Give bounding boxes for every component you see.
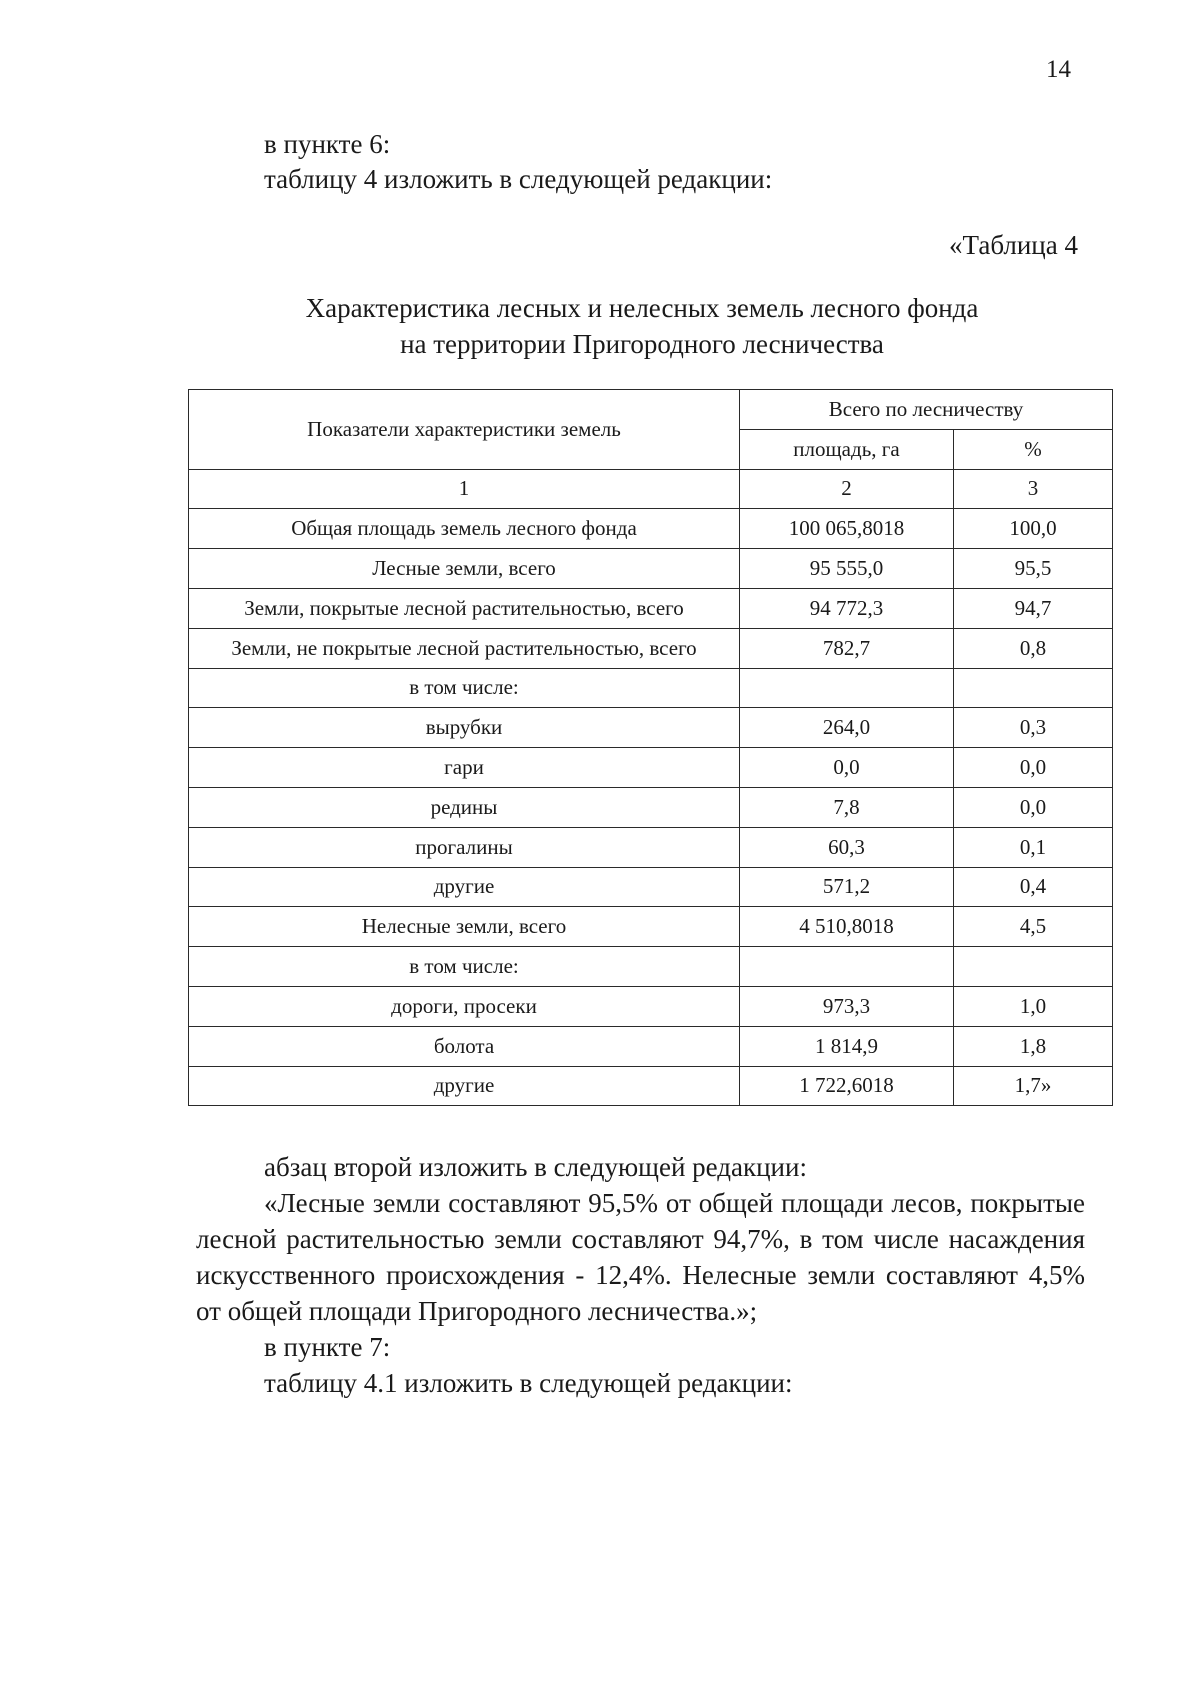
row-label: редины [189, 787, 740, 827]
land-characteristics-table [188, 389, 1113, 1106]
row-label: вырубки [189, 708, 740, 748]
point-7-line: в пункте 7: [264, 1332, 391, 1362]
row-percent [954, 668, 1113, 708]
table-row [189, 1066, 1113, 1106]
amendment-paragraph: «Лесные земли составляют 95,5% от общей площади лесов, покрытые лесной растительностью земли составляют 94,7%, в том числе насаждения искусственного происхождения - 12,4%. Нелесные земли составляют 4,5% от общей площади Пригородного лесничества.»; [196, 1188, 1085, 1326]
row-percent: 100,0 [954, 509, 1113, 549]
table-row [189, 986, 1113, 1026]
table-row [189, 1026, 1113, 1066]
table-row [189, 509, 1113, 549]
table-row [189, 867, 1113, 907]
row-area: 95 555,0 [740, 549, 954, 589]
row-percent: 0,0 [954, 787, 1113, 827]
intro-line-1: в пункте 6: [264, 129, 391, 159]
header-total-forestry: Всего по лесничеству [740, 390, 1113, 430]
table-title-line-2: на территории Пригородного лесничества [400, 329, 884, 359]
table-row [189, 708, 1113, 748]
row-area: 100 065,8018 [740, 509, 954, 549]
row-area: 264,0 [740, 708, 954, 748]
row-label: Общая площадь земель лесного фонда [189, 509, 740, 549]
table-row [189, 748, 1113, 788]
row-area: 1 722,6018 [740, 1066, 954, 1106]
row-percent: 0,0 [954, 748, 1113, 788]
table-row [189, 588, 1113, 628]
row-label: в том числе: [189, 668, 740, 708]
table-row [189, 787, 1113, 827]
amendment-line: абзац второй изложить в следующей редакции: [264, 1152, 807, 1182]
row-label: Земли, покрытые лесной растительностью, всего [189, 588, 740, 628]
table-caption: «Таблица 4 [949, 230, 1078, 260]
row-percent: 95,5 [954, 549, 1113, 589]
row-label: гари [189, 748, 740, 788]
row-area: 782,7 [740, 628, 954, 668]
table-row [189, 628, 1113, 668]
column-number-3: 3 [954, 469, 1113, 509]
table-title [172, 290, 1112, 362]
column-number-2: 2 [740, 469, 954, 509]
row-percent: 1,8 [954, 1026, 1113, 1066]
row-label: Земли, не покрытые лесной растительностью, всего [189, 628, 740, 668]
table-row [189, 549, 1113, 589]
row-area: 94 772,3 [740, 588, 954, 628]
row-area: 60,3 [740, 827, 954, 867]
row-label: Лесные земли, всего [189, 549, 740, 589]
row-percent: 1,7» [954, 1066, 1113, 1106]
header-indicators: Показатели характеристики земель [189, 390, 740, 470]
row-percent: 4,5 [954, 907, 1113, 947]
row-area: 571,2 [740, 867, 954, 907]
row-label: прогалины [189, 827, 740, 867]
row-label: Нелесные земли, всего [189, 907, 740, 947]
row-area: 973,3 [740, 986, 954, 1026]
header-area: площадь, га [740, 429, 954, 469]
column-number-1: 1 [189, 469, 740, 509]
row-label: болота [189, 1026, 740, 1066]
row-percent: 0,3 [954, 708, 1113, 748]
page-number: 14 [1046, 56, 1071, 83]
row-label: в том числе: [189, 947, 740, 987]
row-percent: 0,8 [954, 628, 1113, 668]
row-label: другие [189, 1066, 740, 1106]
row-label: другие [189, 867, 740, 907]
row-percent [954, 947, 1113, 987]
table-row [189, 668, 1113, 708]
table-body [189, 509, 1113, 1106]
row-area: 1 814,9 [740, 1026, 954, 1066]
row-percent: 0,4 [954, 867, 1113, 907]
row-area: 0,0 [740, 748, 954, 788]
table-row [189, 827, 1113, 867]
intro-line-2: таблицу 4 изложить в следующей редакции: [264, 164, 773, 194]
table-row [189, 947, 1113, 987]
row-percent: 1,0 [954, 986, 1113, 1026]
row-percent: 94,7 [954, 588, 1113, 628]
row-area [740, 668, 954, 708]
header-percent: % [954, 429, 1113, 469]
row-area: 7,8 [740, 787, 954, 827]
row-area: 4 510,8018 [740, 907, 954, 947]
row-percent: 0,1 [954, 827, 1113, 867]
row-label: дороги, просеки [189, 986, 740, 1026]
table-4-1-line: таблицу 4.1 изложить в следующей редакции: [264, 1368, 793, 1398]
table-title-line-1: Характеристика лесных и нелесных земель лесного фонда [305, 293, 979, 323]
row-area [740, 947, 954, 987]
table-row [189, 907, 1113, 947]
